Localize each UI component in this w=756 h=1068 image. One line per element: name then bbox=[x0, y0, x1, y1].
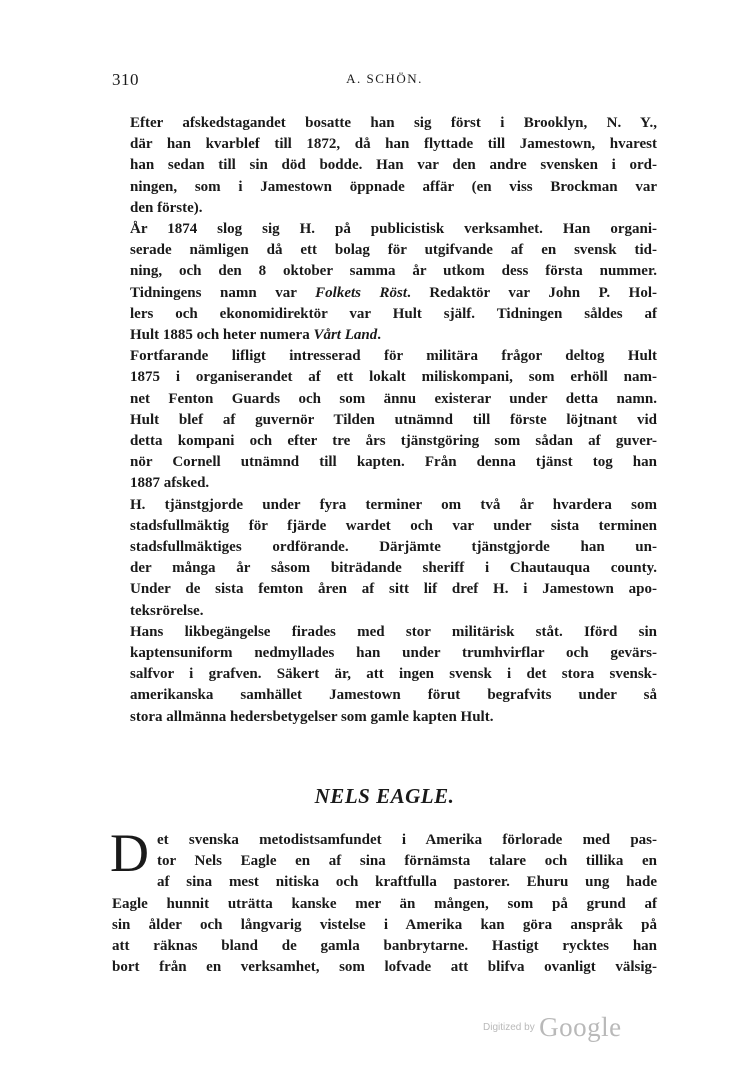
text-line: År 1874 slog sig H. på publicistisk verksamhet. Han organi- bbox=[130, 221, 657, 238]
drop-cap: D bbox=[110, 823, 149, 883]
digitized-watermark bbox=[483, 1012, 622, 1043]
text-line: att räknas bland de gamla banbrytarne. Hastigt rycktes han bbox=[112, 938, 657, 955]
text-line: kaptensuniform nedmyllades han under trumhvirflar och gevärs- bbox=[130, 645, 657, 662]
text-line: amerikanska samhället Jamestown förut begrafvits under så bbox=[130, 687, 657, 704]
text-line: Under de sista femton åren af sitt lif dref H. i Jamestown apo- bbox=[130, 581, 657, 598]
text-fragment: Hult 1885 och heter numera bbox=[130, 327, 314, 344]
newspaper-title-folkets-rost: Folkets Röst bbox=[315, 284, 408, 301]
text-line: Hult blef af guvernör Tilden utnämnd till förste löjtnant vid bbox=[130, 411, 657, 428]
paragraph-4 bbox=[112, 495, 657, 622]
newspaper-title-vart-land: Vårt Land bbox=[313, 327, 378, 344]
text-line: lers och ekonomidirektör var Hult själf. Tidningen såldes af bbox=[130, 305, 657, 322]
text-line: Eagle hunnit uträtta kanske mer än mången, som på grund af bbox=[112, 895, 657, 912]
text-line: sin ålder och långvarig vistelse i Amerika kan göra anspråk på bbox=[112, 916, 657, 933]
paragraph-3 bbox=[112, 346, 657, 494]
text-line: net Fenton Guards och som ännu existerar under detta namn. bbox=[130, 390, 657, 407]
text-line: H. tjänstgjorde under fyra terminer om två år hvardera som bbox=[130, 496, 657, 513]
text-line: stadsfullmäktiges ordförande. Därjämte tjänstgjorde han un- bbox=[130, 539, 657, 556]
section-title: NELS EAGLE. bbox=[314, 784, 455, 808]
text-fragment: Tidningens namn var bbox=[130, 284, 316, 301]
watermark-brand: Google bbox=[539, 1012, 622, 1042]
text-line: stadsfullmäktig för fjärde wardet och var under sista terminen bbox=[130, 517, 657, 534]
text-line: der många år såsom biträdande sheriff i Chautauqua county. bbox=[130, 560, 657, 577]
text-line: teksrörelse. bbox=[130, 602, 204, 619]
text-line: 1875 i organiserandet af ett lokalt miliskompani, som erhöll nam- bbox=[130, 369, 657, 386]
text-line: serade nämligen då ett bolag för utgifvande af en svensk tid- bbox=[130, 242, 657, 259]
text-line: Hans likbegängelse firades med stor militärisk ståt. Iförd sin bbox=[130, 623, 657, 640]
text-line: stora allmänna hedersbetygelser som gamle kapten Hult. bbox=[130, 708, 494, 725]
section-text bbox=[110, 823, 657, 978]
page-number: 310 bbox=[112, 70, 139, 89]
text-fragment: . bbox=[377, 327, 381, 344]
page-header bbox=[112, 70, 657, 94]
text-line: ningen, som i Jamestown öppnade affär (en viss Brockman var bbox=[130, 178, 657, 195]
running-head: A. SCHÖN. bbox=[346, 71, 423, 86]
text-line: han sedan till sin död bodde. Han var den andre svensken i ord- bbox=[130, 157, 657, 174]
text-line: nör Cornell utnämnd till kapten. Från denna tjänst tog han bbox=[130, 454, 657, 471]
watermark-prefix: Digitized by bbox=[483, 1022, 535, 1033]
text-line: detta kompani och efter tre års tjänstgöring som sådan af guver- bbox=[130, 433, 657, 450]
main-text bbox=[112, 113, 657, 728]
text-line: et svenska metodistsamfundet i Amerika förlorade med pas- bbox=[157, 832, 657, 848]
text-fragment: . Redaktör var John P. Hol- bbox=[407, 284, 657, 301]
text-line: salfvor i grafven. Säkert är, att ingen svensk i det stora svensk- bbox=[130, 666, 657, 683]
text-line: 1887 afsked. bbox=[130, 475, 210, 492]
text-line bbox=[112, 283, 657, 304]
text-line: den förste). bbox=[130, 199, 203, 216]
text-line: af sina mest nitiska och kraftfulla pastorer. Ehuru ung hade bbox=[157, 874, 657, 891]
paragraph-5 bbox=[112, 622, 657, 728]
paragraph-1 bbox=[112, 113, 657, 219]
text-line: Fortfarande lifligt intresserad för militära frågor deltog Hult bbox=[130, 348, 657, 365]
paragraph-2 bbox=[112, 219, 657, 346]
text-line: tor Nels Eagle en af sina förnämsta talare och tillika en bbox=[157, 853, 657, 870]
text-line bbox=[112, 325, 657, 346]
text-line: där han kvarblef till 1872, då han flyttade till Jamestown, hvarest bbox=[130, 136, 657, 153]
text-line: Efter afskedstagandet bosatte han sig först i Brooklyn, N. Y., bbox=[130, 115, 657, 131]
text-line: ning, och den 8 oktober samma år utkom dess första nummer. bbox=[130, 263, 657, 280]
text-line: bort från en verksamhet, som lofvade att blifva ovanligt välsig- bbox=[112, 959, 657, 976]
